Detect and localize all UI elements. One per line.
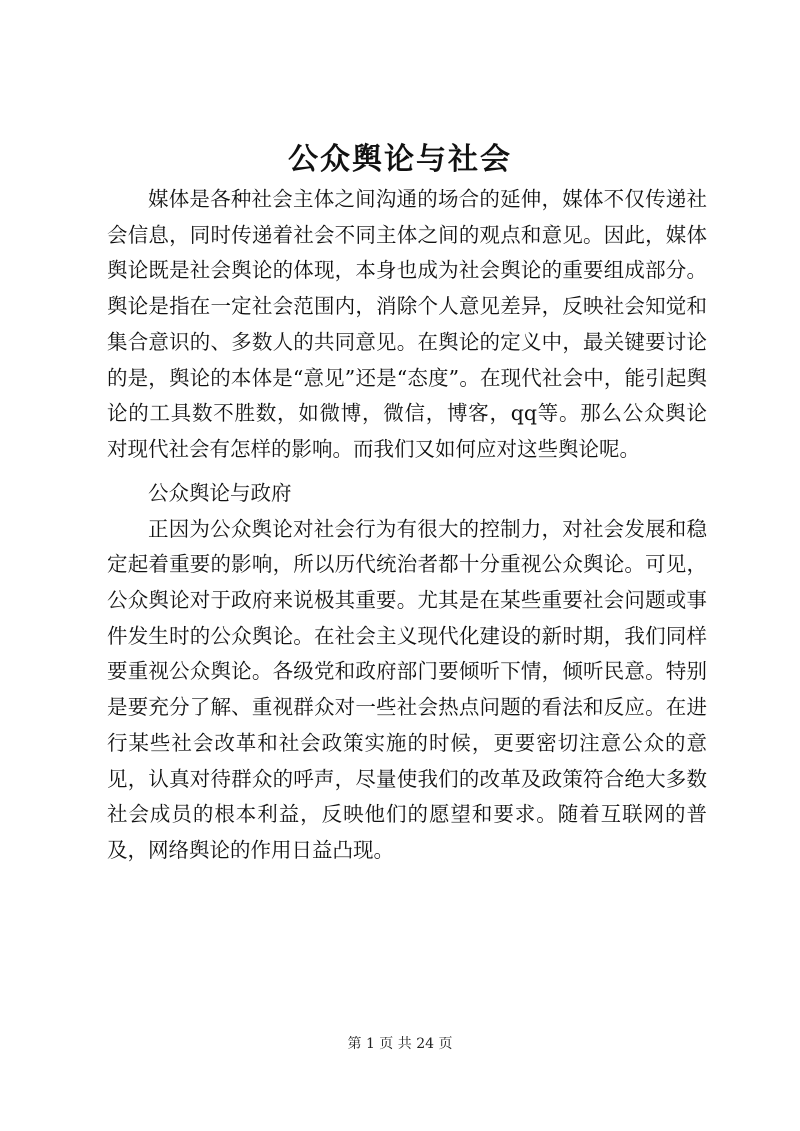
document-body (107, 182, 707, 869)
document-title: 公众舆论与社会 (288, 142, 512, 177)
section-heading: 公众舆论与政府 (148, 480, 292, 505)
intro-paragraph: 媒体是各种社会主体之间沟通的场合的延伸，媒体不仅传递社会信息，同时传递着社会不同主体之间的观点和意见。因此，媒体舆论既是社会舆论的体现，本身也成为社会舆论的重要组成部分。舆论是指在一定社会范围内，消除个人意见差异，反映社会知觉和集合意识的、多数人的共同意见。在舆论的定义中，最关键要讨论的是，舆论的本体是“意见”还是“态度”。在现代社会中，能引起舆论的工具数不胜数，如微博，微信，博客，qq等。那么公众舆论对现代社会有怎样的影响。而我们又如何应对这些舆论呢。 (107, 187, 707, 461)
section-paragraph: 正因为公众舆论对社会行为有很大的控制力，对社会发展和稳定起着重要的影响，所以历代统治者都十分重视公众舆论。可见，公众舆论对于政府来说极其重要。尤其是在某些重要社会问题或事件发生时的公众舆论。在社会主义现代化建设的新时期，我们同样要重视公众舆论。各级党和政府部门要倾听下情，倾听民意。特别是要充分了解、重视群众对一些社会热点问题的看法和反应。在进行某些社会改革和社会政策实施的时候，更要密切注意公众的意见，认真对待群众的呼声，尽量使我们的改革及政策符合绝大多数社会成员的根本利益，反映他们的愿望和要求。随着互联网的普及，网络舆论的作用日益凸现。 (107, 516, 707, 862)
page-footer: 第 1 页 共 24 页 (347, 1036, 453, 1052)
